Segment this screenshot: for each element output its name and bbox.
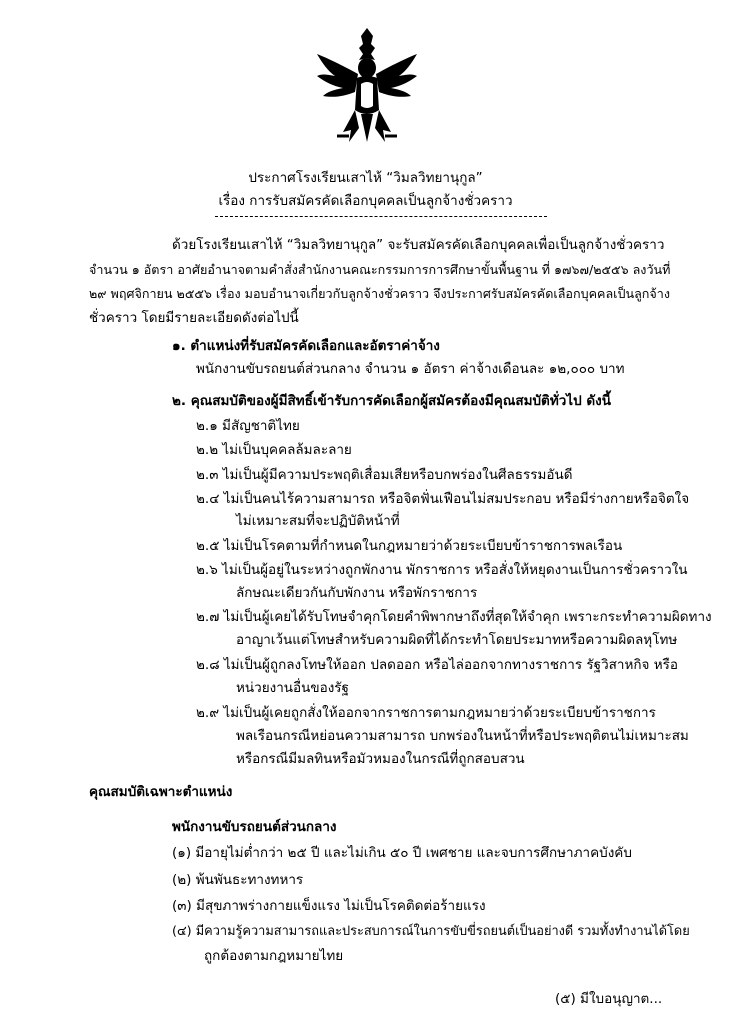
page-continuation: (๕) มีใบอนุญาต... <box>555 991 663 1007</box>
qualification-item: ๒.๖ ไม่เป็นผู้อยู่ในระหว่างถูกพักงาน พักราชการ หรือสั่งให้หยุดงานเป็นการชั่วคราวใน <box>196 562 688 578</box>
section-1-heading: ๑. ตำแหน่งที่รับสมัครคัดเลือกและอัตราค่าจ้าง <box>172 338 440 354</box>
specific-item: (๒) พ้นพันธะทางทหาร <box>172 872 304 888</box>
qualification-item-continued: ลักษณะเดียวกันกับพักงาน หรือพักราชการ <box>236 585 478 601</box>
intro-line: ชั่วคราว โดยมีรายละเอียดดังต่อไปนี้ <box>89 310 299 326</box>
qualification-item: ๒.๘ ไม่เป็นผู้ถูกลงโทษให้ออก ปลดออก หรือไล่ออกจากทางราชการ รัฐวิสาหกิจ หรือ <box>196 657 678 673</box>
specific-item: (๓) มีสุขภาพร่างกายแข็งแรง ไม่เป็นโรคติดต่อร้ายแรง <box>172 898 486 914</box>
qualification-item-continued: พลเรือนกรณีหย่อนความสามารถ บกพร่องในหน้าที่หรือประพฤติตนไม่เหมาะสม <box>236 728 689 744</box>
qualification-item: ๒.๓ ไม่เป็นผู้มีความประพฤติเสื่อมเสียหรือบกพร่องในศีลธรรมอันดี <box>196 467 573 483</box>
announcement-title: ประกาศโรงเรียนเสาไห้ “วิมลวิทยานุกูล” <box>248 170 483 186</box>
section-2-heading: ๒. คุณสมบัติของผู้มีสิทธิ์เข้ารับการคัดเลือกผู้สมัครต้องมีคุณสมบัติทั่วไป ดังนี้ <box>172 393 611 409</box>
qualification-item: ๒.๔ ไม่เป็นคนไร้ความสามารถ หรือจิตฟั่นเฟือนไม่สมประกอบ หรือมีร่างกายหรือจิตใจ <box>196 491 690 507</box>
qualification-item: ๒.๙ ไม่เป็นผู้เคยถูกสั่งให้ออกจากราชการตามกฎหมายว่าด้วยระเบียบข้าราชการ <box>196 705 656 721</box>
specific-item: (๑) มีอายุไม่ต่ำกว่า ๒๕ ปี และไม่เกิน ๕๐ ปี เพศชาย และจบการศึกษาภาคบังคับ <box>172 845 632 861</box>
title-divider <box>215 216 547 217</box>
specific-item-continued: ถูกต้องตามกฎหมายไทย <box>204 948 344 964</box>
qualification-item-continued: หรือกรณีมีมลทินหรือมัวหมองในกรณีที่ถูกสอบสวน <box>236 751 525 767</box>
qualification-item: ๒.๕ ไม่เป็นโรคตามที่กำหนดในกฎหมายว่าด้วยระเบียบข้าราชการพลเรือน <box>196 538 623 554</box>
garuda-emblem <box>315 24 419 148</box>
qualification-item: ๒.๒ ไม่เป็นบุคคลล้มละลาย <box>196 442 352 458</box>
qualification-item-continued: อาญาเว้นแต่โทษสำหรับความผิดที่ได้กระทำโดยประมาทหรือความผิดลหุโทษ <box>236 632 678 648</box>
position-title: พนักงานขับรถยนต์ส่วนกลาง <box>172 819 337 835</box>
intro-line: ๒๙ พฤศจิกายน ๒๕๕๖ เรื่อง มอบอำนาจเกี่ยวกับลูกจ้างชั่วคราว จึงประกาศรับสมัครคัดเลือกบุคคลเป็นลูกจ้าง <box>89 286 671 301</box>
specific-qualifications-heading: คุณสมบัติเฉพาะตำแหน่ง <box>89 784 233 800</box>
qualification-item: ๒.๗ ไม่เป็นผู้เคยได้รับโทษจำคุกโดยคำพิพากษาถึงที่สุดให้จำคุก เพราะกระทำความผิดทาง <box>196 609 712 625</box>
qualification-item-continued: หน่วยงานอื่นของรัฐ <box>236 680 349 696</box>
intro-line: จำนวน ๑ อัตรา อาศัยอำนาจตามคำสั่งสำนักงานคณะกรรมการการศึกษาขั้นพื้นฐาน ที่ ๑๗๖๗/๒๕๕๖ ลงวันที่ <box>89 262 671 277</box>
specific-item: (๔) มีความรู้ความสามารถและประสบการณ์ในการขับขี่รถยนต์เป็นอย่างดี รวมทั้งทำงานได้โดย <box>172 924 690 939</box>
qualification-item-continued: ไม่เหมาะสมที่จะปฏิบัติหน้าที่ <box>236 513 400 529</box>
announcement-subject: เรื่อง การรับสมัครคัดเลือกบุคคลเป็นลูกจ้างชั่วคราว <box>218 193 513 209</box>
intro-line: ด้วยโรงเรียนเสาไห้ “วิมลวิทยานุกูล” จะรับสมัครคัดเลือกบุคคลเพื่อเป็นลูกจ้างชั่วคราว <box>172 237 665 253</box>
qualification-item: ๒.๑ มีสัญชาติไทย <box>196 418 300 434</box>
section-1-body: พนักงานขับรถยนต์ส่วนกลาง จำนวน ๑ อัตรา ค่าจ้างเดือนละ ๑๒,๐๐๐ บาท <box>196 361 625 377</box>
